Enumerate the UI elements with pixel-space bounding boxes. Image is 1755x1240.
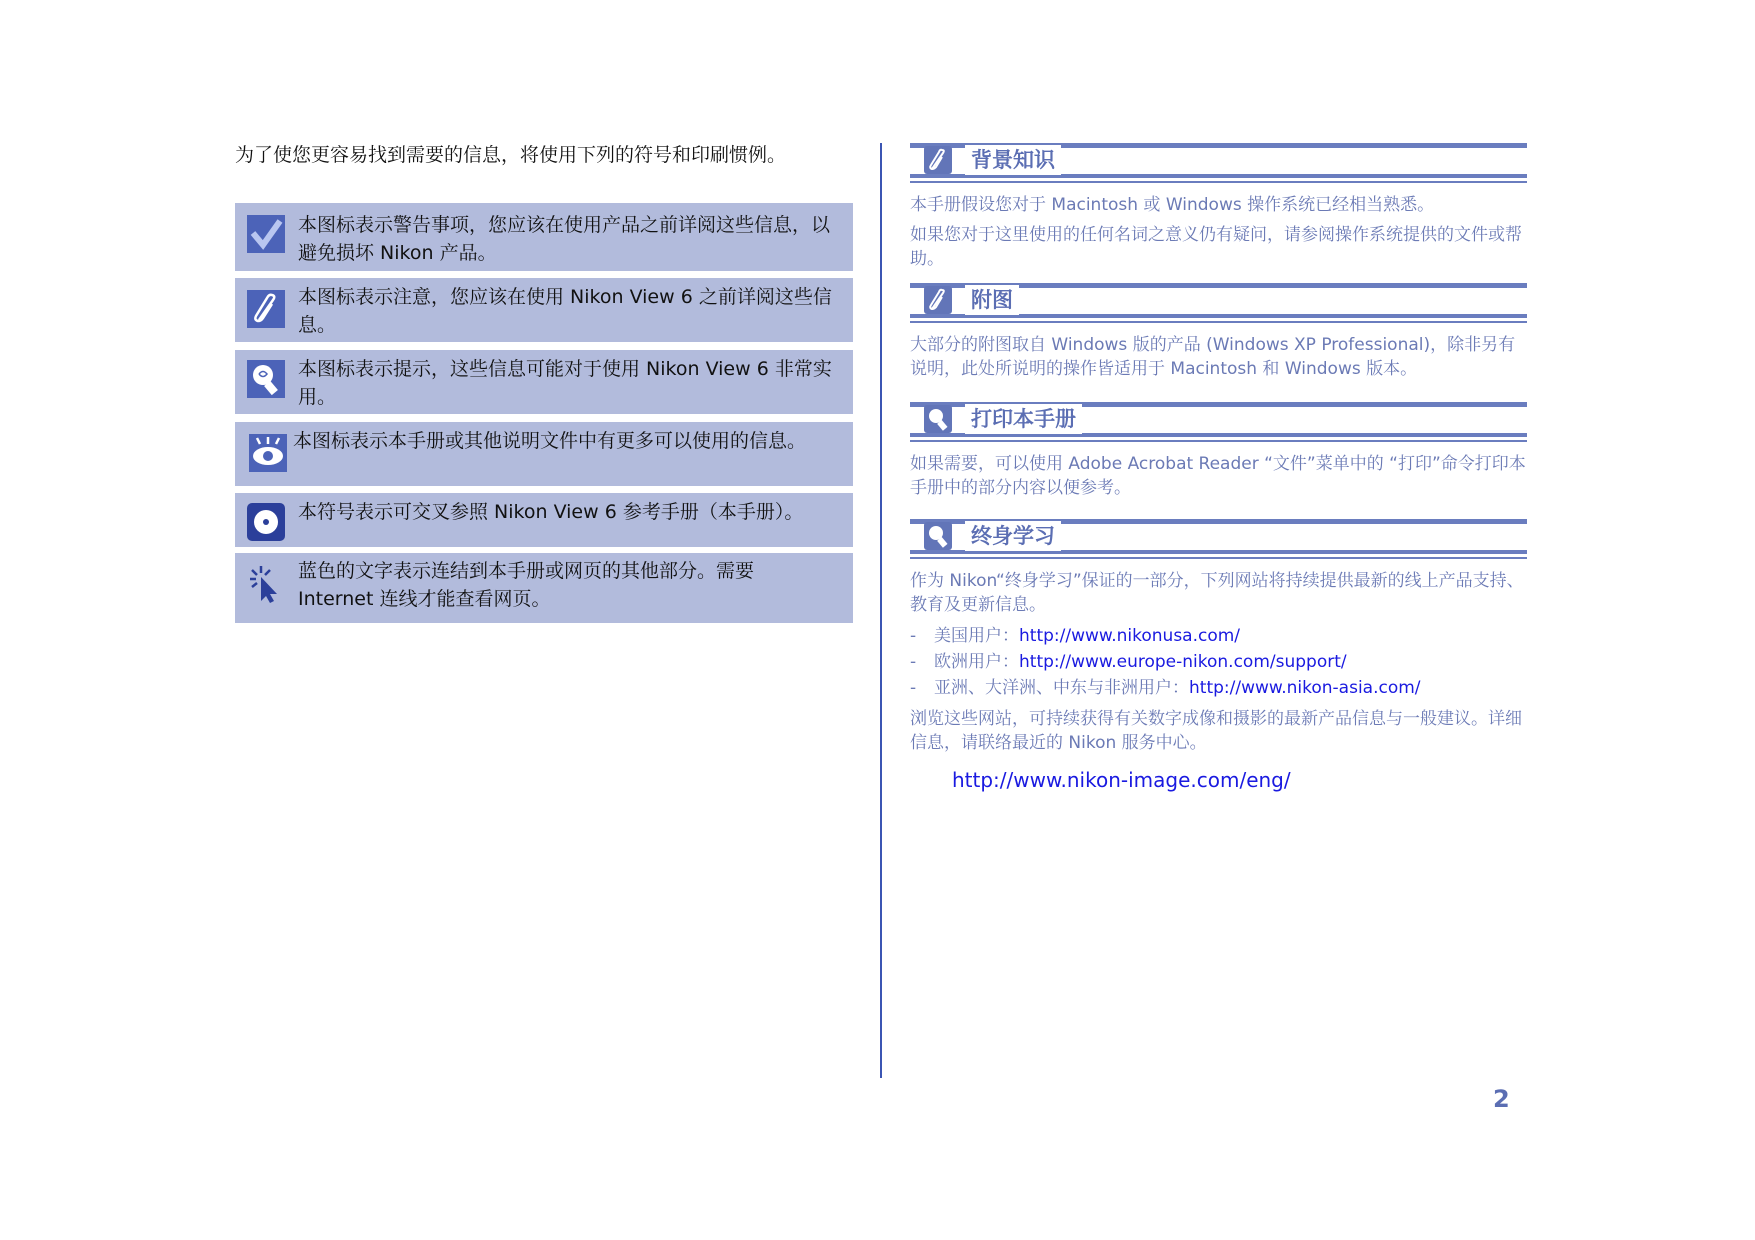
paperclip-icon bbox=[924, 146, 952, 174]
link-row-europe: - 欧洲用户：http://www.europe-nikon.com/support/ bbox=[910, 652, 1347, 672]
lightbulb-icon bbox=[924, 405, 952, 433]
legend-text: 本图标表示本手册或其他说明文件中有更多可以使用的信息。 bbox=[293, 430, 807, 452]
link-europe[interactable]: http://www.europe-nikon.com/support/ bbox=[1019, 652, 1347, 672]
link-label: 美国用户： bbox=[934, 626, 1019, 646]
lightbulb-icon bbox=[924, 522, 952, 550]
paperclip-icon bbox=[924, 286, 952, 314]
legend-item-reference bbox=[235, 493, 853, 547]
legend-text: 本图标表示警告事项，您应该在使用产品之前详阅这些信息，以避免损坏 Nikon 产品。 bbox=[298, 214, 831, 264]
legend-text: 本图标表示注意，您应该在使用 Nikon View 6 之前详阅这些信息。 bbox=[298, 286, 832, 336]
intro-text: 为了使您更容易找到需要的信息，将使用下列的符号和印刷惯例。 bbox=[235, 144, 787, 166]
section-body bbox=[910, 569, 1527, 755]
main-link[interactable]: http://www.nikon-image.com/eng/ bbox=[952, 768, 1291, 792]
section-header bbox=[910, 519, 1527, 561]
legend-item-warning bbox=[235, 203, 853, 271]
page-number: 2 bbox=[1493, 1085, 1510, 1113]
eye-icon bbox=[249, 434, 287, 472]
section-title: 打印本手册 bbox=[965, 404, 1082, 434]
paragraph: 作为 Nikon“终身学习”保证的一部分，下列网站将持续提供最新的线上产品支持、教育及更新信息。 bbox=[910, 571, 1524, 615]
legend-item-link bbox=[235, 553, 853, 623]
section-title: 背景知识 bbox=[965, 145, 1061, 175]
disc-icon bbox=[247, 503, 285, 541]
legend-item-tip bbox=[235, 350, 853, 414]
link-row-asia: - 亚洲、大洋洲、中东与非洲用户：http://www.nikon-asia.com/ bbox=[910, 678, 1421, 698]
section-header bbox=[910, 143, 1527, 185]
section-title: 附图 bbox=[965, 285, 1019, 315]
check-icon bbox=[247, 215, 285, 253]
section-header bbox=[910, 402, 1527, 444]
section-background bbox=[910, 143, 1527, 277]
section-print bbox=[910, 402, 1527, 506]
section-header bbox=[910, 283, 1527, 325]
legend-item-note bbox=[235, 278, 853, 342]
paragraph: 如果需要，可以使用 Adobe Acrobat Reader “文件”菜单中的 “打印”命令打印本手册中的部分内容以便参考。 bbox=[910, 454, 1526, 498]
legend-text: 蓝色的文字表示连结到本手册或网页的其他部分。需要 Internet 连线才能查看网页。 bbox=[298, 560, 755, 610]
link-us[interactable]: http://www.nikonusa.com/ bbox=[1019, 626, 1241, 646]
paragraph: 如果您对于这里使用的任何名词之意义仍有疑问，请参阅操作系统提供的文件或帮助。 bbox=[910, 225, 1522, 269]
link-label: 亚洲、大洋洲、中东与非洲用户： bbox=[934, 678, 1189, 698]
link-asia[interactable]: http://www.nikon-asia.com/ bbox=[1189, 678, 1421, 698]
paragraph: 大部分的附图取自 Windows 版的产品 (Windows XP Professional)，除非另有说明，此处所说明的操作皆适用于 Macintosh 和 Windows 版本。 bbox=[910, 335, 1516, 379]
legend-text: 本图标表示提示，这些信息可能对于使用 Nikon View 6 非常实用。 bbox=[298, 358, 832, 408]
paperclip-icon bbox=[247, 290, 285, 328]
lightbulb-icon bbox=[247, 360, 285, 398]
cursor-click-icon bbox=[247, 565, 285, 603]
link-row-us: - 美国用户：http://www.nikonusa.com/ bbox=[910, 626, 1241, 646]
legend-text: 本符号表示可交叉参照 Nikon View 6 参考手册（本手册）。 bbox=[298, 501, 804, 523]
section-figures bbox=[910, 283, 1527, 387]
closing-paragraph: 浏览这些网站，可持续获得有关数字成像和摄影的最新产品信息与一般建议。详细信息，请联络最近的 Nikon 服务中心。 bbox=[910, 709, 1522, 753]
link-label: 欧洲用户： bbox=[934, 652, 1019, 672]
paragraph: 本手册假设您对于 Macintosh 或 Windows 操作系统已经相当熟悉。 bbox=[910, 195, 1435, 215]
section-body bbox=[910, 452, 1527, 500]
legend-item-more-info bbox=[235, 422, 853, 486]
section-body bbox=[910, 333, 1527, 381]
column-divider bbox=[880, 143, 882, 1078]
section-title: 终身学习 bbox=[965, 521, 1061, 551]
section-lifelong-learning bbox=[910, 519, 1527, 761]
section-body bbox=[910, 193, 1527, 271]
